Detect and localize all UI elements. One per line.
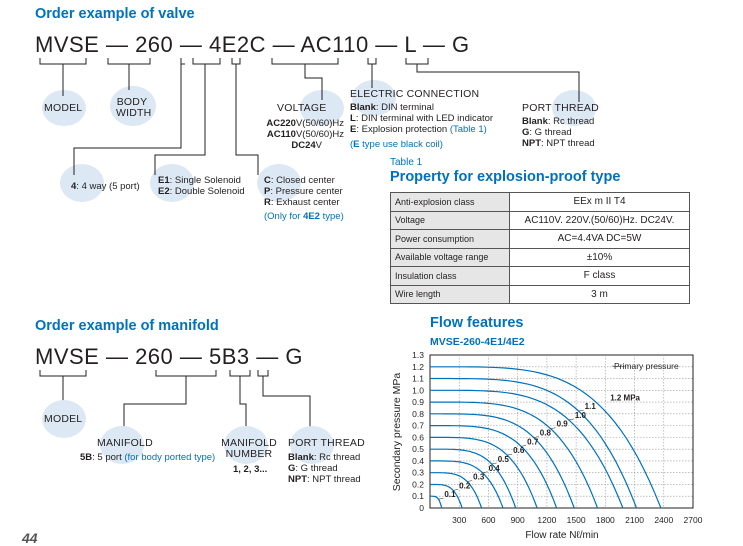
y-tick-label: 0.2 xyxy=(412,479,424,490)
way-4: 4 xyxy=(71,181,77,192)
table1-title: Property for explosion-proof type xyxy=(390,169,621,185)
y-axis-label: Secondary pressure MPa xyxy=(391,372,403,492)
manifold-port-g-text: : G thread xyxy=(295,463,338,474)
table-key: Voltage xyxy=(391,211,510,230)
electric-blank-text: : DIN terminal xyxy=(375,102,434,113)
center-c: C xyxy=(264,175,271,186)
series-leader xyxy=(551,428,556,429)
manifold-model-label: MODEL xyxy=(44,413,83,425)
valve-order-heading: Order example of valve xyxy=(35,6,195,22)
valve-order-code: MVSE — 260 — 4E2C — AC110 — L — G xyxy=(35,32,470,57)
flow-model: MVSE-260-4E1/4E2 xyxy=(430,336,525,348)
x-axis-label: Flow rate Nℓ/min xyxy=(525,530,599,541)
body-width-line2: WIDTH xyxy=(116,107,152,119)
solenoid-e1-text: : Single Solenoid xyxy=(169,175,241,186)
table-key: Insulation class xyxy=(391,267,510,286)
voltage-dc24-text: V xyxy=(315,140,322,151)
manifold-5b-text: : 5 port xyxy=(92,452,125,463)
port-title: PORT THREAD xyxy=(522,102,599,114)
manifold-port-npt-text: : NPT thread xyxy=(307,474,361,485)
y-tick-label: 1.3 xyxy=(412,350,424,360)
body-width-line1: BODY xyxy=(116,96,148,108)
electric-blank: Blank xyxy=(350,102,376,113)
manifold-port-npt: NPT xyxy=(288,474,307,485)
series-label: 0.1 xyxy=(444,490,456,500)
series-label: 0.3 xyxy=(473,472,485,482)
table-key: Power consumption xyxy=(391,230,510,249)
electric-e-text: : Explosion protection xyxy=(356,124,450,135)
port-g: G xyxy=(522,127,530,138)
x-tick-label: 2400 xyxy=(654,515,674,525)
table-key: Anti-explosion class xyxy=(391,193,510,212)
table-key: Available voltage range xyxy=(391,248,510,267)
table1-ref: (Table 1) xyxy=(449,124,487,135)
series-label: 0.9 xyxy=(556,419,568,429)
series-label: 0.5 xyxy=(497,454,509,464)
solenoid-e2: E2 xyxy=(158,186,170,197)
center-c-text: : Closed center xyxy=(270,175,335,186)
table-value: 3 m xyxy=(510,285,690,304)
electric-note-e: E xyxy=(353,139,360,150)
port-npt: NPT xyxy=(522,138,541,149)
electric-title: ELECTRIC CONNECTION xyxy=(350,88,480,100)
series-label: 1.0 xyxy=(574,410,586,420)
voltage-ac220: AC220 xyxy=(266,118,296,129)
manifold-number-values: 1, 2, 3... xyxy=(233,464,268,475)
table-value: AC=4.4VA DC=5W xyxy=(510,230,690,249)
flow-heading: Flow features xyxy=(430,315,524,331)
manifold-5b-note: (for body ported type) xyxy=(124,452,216,463)
center-p-text: : Pressure center xyxy=(270,186,343,197)
voltage-title: VOLTAGE xyxy=(277,102,327,114)
manifold-number-line1: MANIFOLD xyxy=(221,437,277,449)
manifold-port-blank-text: : Rc thread xyxy=(313,452,361,463)
electric-l-text: : DIN terminal with LED indicator xyxy=(355,113,494,124)
x-tick-label: 900 xyxy=(510,515,525,525)
center-note-2: type) xyxy=(319,211,344,222)
manifold-port-g: G xyxy=(288,463,296,474)
y-tick-label: 0.4 xyxy=(412,455,424,466)
series-label: 0.4 xyxy=(488,463,500,473)
series-label: 0.8 xyxy=(539,428,551,438)
y-tick-label: 0.9 xyxy=(412,397,424,408)
voltage-ac220-text: V(50/60)Hz xyxy=(295,118,344,129)
center-note-4e2: 4E2 xyxy=(303,211,320,222)
x-tick-label: 300 xyxy=(452,515,467,525)
solenoid-e1: E1 xyxy=(158,175,170,186)
series-label: 1.2 MPa xyxy=(610,393,641,403)
x-tick-label: 1800 xyxy=(595,515,615,525)
table-key: Wire length xyxy=(391,285,510,304)
series-leader xyxy=(438,498,443,499)
series-label: 0.2 xyxy=(459,481,471,491)
y-tick-label: 0.1 xyxy=(412,491,424,502)
y-tick-label: 0.6 xyxy=(412,432,424,443)
y-tick-label: 0.8 xyxy=(412,408,424,419)
electric-e: E xyxy=(350,124,357,135)
voltage-ac110-text: V(50/60)Hz xyxy=(295,129,344,140)
manifold-number-line2: NUMBER xyxy=(225,448,273,460)
y-tick-label: 1.1 xyxy=(412,373,424,384)
series-label: 1.1 xyxy=(584,402,596,412)
port-blank-text: : Rc thread xyxy=(547,116,595,127)
manifold-label: MANIFOLD xyxy=(97,437,153,449)
page-number: 44 xyxy=(22,530,38,546)
y-tick-label: 1.0 xyxy=(412,385,424,396)
manifold-port-title: PORT THREAD xyxy=(288,437,365,449)
manifold-order-heading: Order example of manifold xyxy=(35,318,219,334)
series-label: 0.7 xyxy=(527,437,539,447)
center-r-text: : Exhaust center xyxy=(270,197,340,208)
manifold-port-blank: Blank xyxy=(288,452,314,463)
solenoid-e2-text: : Double Solenoid xyxy=(169,186,245,197)
model-label: MODEL xyxy=(44,102,83,114)
primary-pressure-annotation: Primary pressure xyxy=(614,361,679,371)
table-value: ±10% xyxy=(510,248,690,267)
x-tick-label: 1200 xyxy=(537,515,557,525)
series-curve-01 xyxy=(430,496,442,508)
electric-l: L xyxy=(350,113,356,124)
table-value: EEx m II T4 xyxy=(510,193,690,212)
x-tick-label: 600 xyxy=(481,515,496,525)
y-tick-label: 0.5 xyxy=(412,444,424,455)
x-tick-label: 1500 xyxy=(566,515,586,525)
center-note-1: (Only for xyxy=(264,211,304,222)
port-g-text: : G thread xyxy=(529,127,572,138)
y-tick-label: 0.7 xyxy=(412,420,424,431)
port-npt-text: : NPT thread xyxy=(541,138,595,149)
electric-note-open: ( xyxy=(350,139,354,150)
voltage-dc24: DC24 xyxy=(291,140,316,151)
table-value: AC110V. 220V.(50/60)Hz. DC24V. xyxy=(510,211,690,230)
voltage-ac110: AC110 xyxy=(266,129,296,140)
x-tick-label: 2700 xyxy=(683,515,703,525)
manifold-5b: 5B xyxy=(80,452,93,463)
table-value: F class xyxy=(510,267,690,286)
y-tick-label: 0.3 xyxy=(412,467,424,478)
table1-caption: Table 1 xyxy=(390,157,423,168)
series-leader xyxy=(569,419,574,420)
y-tick-label: 0 xyxy=(419,503,424,513)
center-p: P xyxy=(264,186,271,197)
center-r: R xyxy=(264,197,271,208)
electric-note-text: type use black coil) xyxy=(359,139,443,150)
y-tick-label: 1.2 xyxy=(412,361,424,372)
manifold-order-code: MVSE — 260 — 5B3 — G xyxy=(35,344,303,369)
way-text: : 4 way (5 port) xyxy=(76,181,140,192)
x-tick-label: 2100 xyxy=(625,515,645,525)
series-label: 0.6 xyxy=(513,446,525,456)
port-blank: Blank xyxy=(522,116,548,127)
